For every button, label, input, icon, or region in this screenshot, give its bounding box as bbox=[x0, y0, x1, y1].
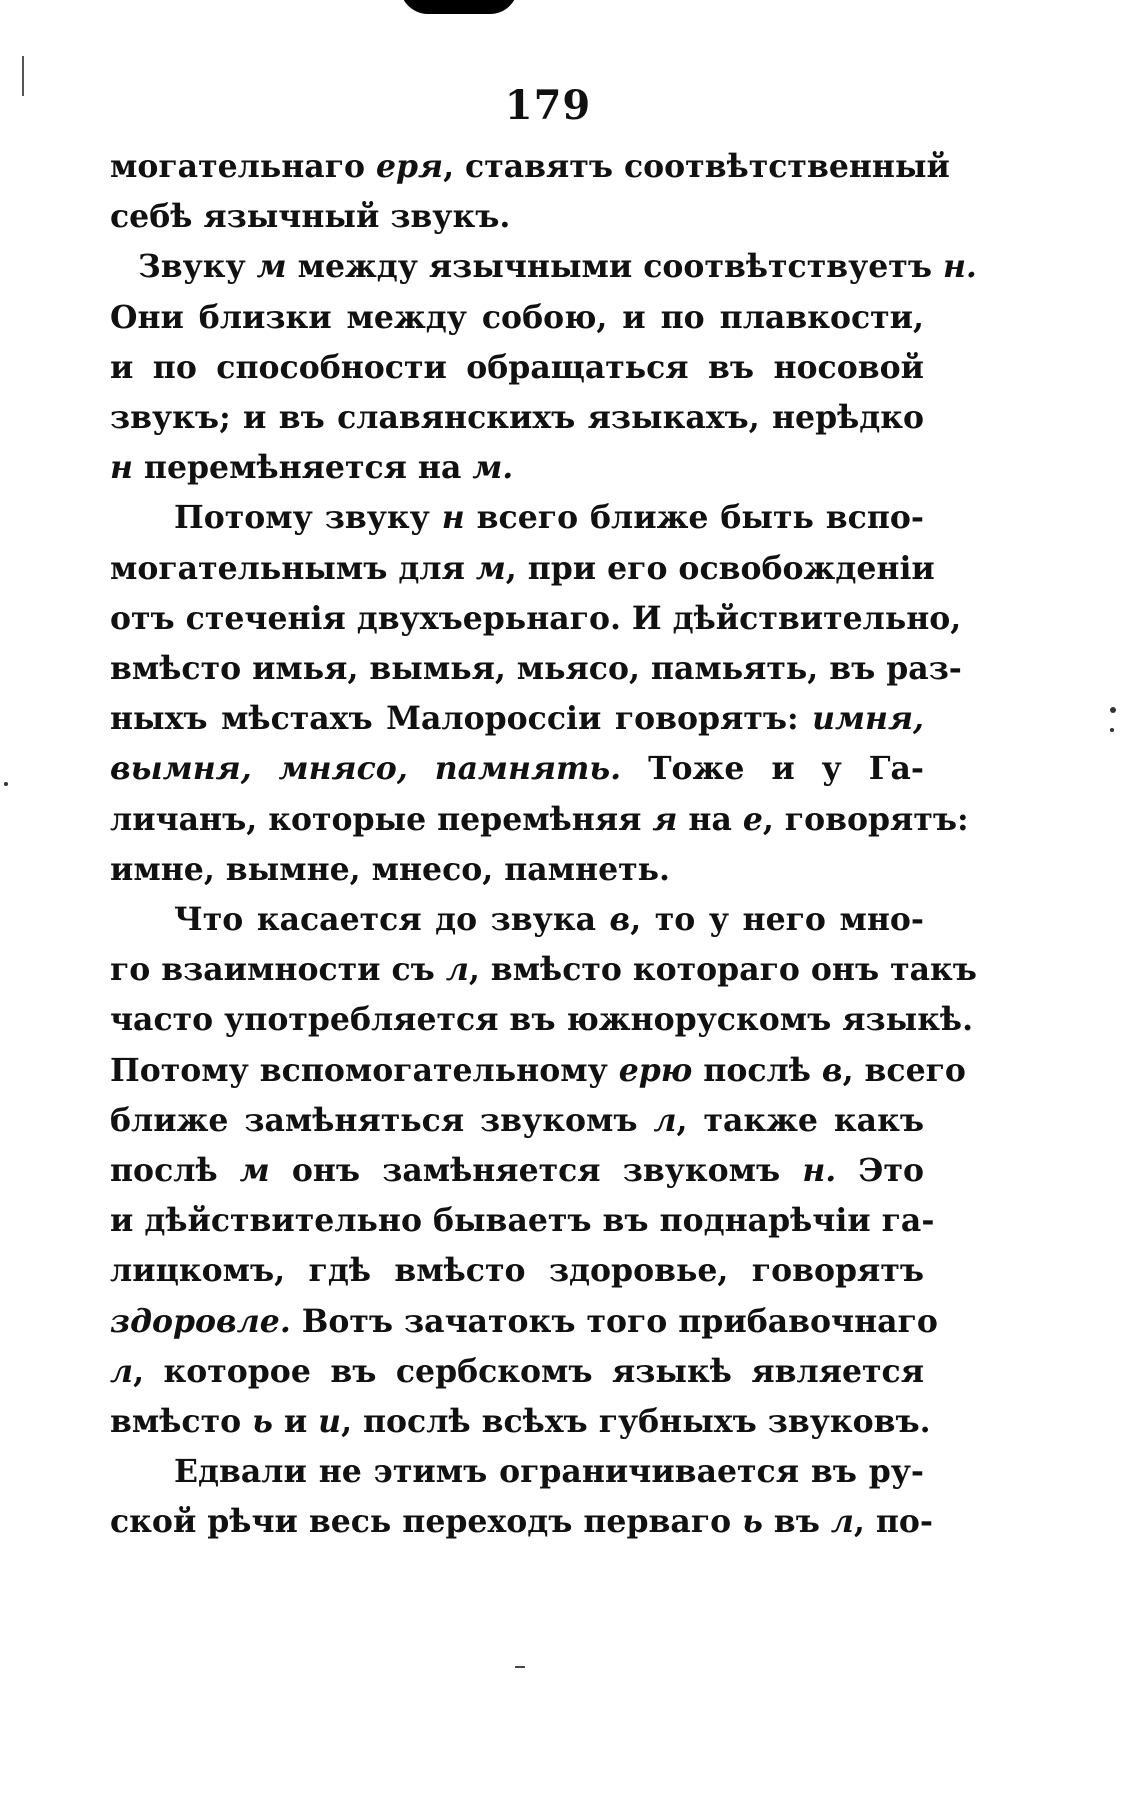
body-text bbox=[110, 142, 977, 1548]
italic-text: л bbox=[653, 1101, 677, 1139]
text-line bbox=[110, 1196, 935, 1246]
text-run: Что касается до звука bbox=[174, 901, 610, 939]
text-run: Вотъ зачатокъ того прибавочнаго bbox=[290, 1302, 938, 1340]
text-line bbox=[110, 945, 977, 995]
text-line bbox=[110, 1297, 938, 1347]
text-run: Потому звуку bbox=[174, 499, 442, 537]
text-run: всего ближе быть вспо- bbox=[464, 499, 924, 537]
text-run: ныхъ мѣстахъ Малороссіи говорятъ: bbox=[110, 700, 813, 738]
italic-text: н bbox=[441, 499, 465, 537]
text-line bbox=[110, 1096, 924, 1146]
text-line bbox=[110, 694, 924, 744]
text-run: звукъ; и въ славянскихъ языкахъ, нерѣдко bbox=[110, 399, 924, 437]
text-run: го взаимности съ bbox=[110, 951, 446, 989]
text-run: , ставятъ соотвѣтственный bbox=[443, 148, 950, 185]
italic-text: вымня, мнясо, памнять. bbox=[110, 750, 622, 788]
text-run: перемѣняется на bbox=[132, 449, 473, 487]
text-run: , то у него мно- bbox=[630, 901, 924, 939]
text-run: , по- bbox=[853, 1503, 933, 1541]
italic-text: и bbox=[318, 1403, 342, 1441]
text-line bbox=[110, 1146, 924, 1196]
italic-text: м bbox=[475, 549, 506, 587]
italic-text: л bbox=[110, 1352, 134, 1390]
text-run: вмѣсто bbox=[110, 1403, 253, 1441]
scan-speck bbox=[1110, 707, 1116, 713]
italic-text: л bbox=[830, 1503, 854, 1541]
ink-blot bbox=[400, 0, 518, 14]
text-run: Тоже и у Га- bbox=[621, 750, 924, 788]
text-line bbox=[110, 895, 924, 945]
text-line bbox=[110, 744, 924, 794]
text-line bbox=[110, 192, 924, 242]
text-line bbox=[110, 995, 974, 1045]
text-run: себѣ язычный звукъ. bbox=[110, 198, 511, 236]
text-line bbox=[110, 795, 969, 845]
italic-text: н. bbox=[802, 1152, 837, 1190]
page-number: 179 bbox=[504, 82, 592, 129]
text-run: послѣ bbox=[692, 1051, 822, 1089]
italic-text: ерю bbox=[618, 1051, 693, 1089]
italic-text: ь bbox=[742, 1503, 763, 1541]
text-line bbox=[110, 242, 977, 292]
text-run: личанъ, которые перемѣняя bbox=[110, 800, 653, 838]
italic-text: м bbox=[256, 248, 287, 286]
text-line bbox=[110, 594, 962, 644]
text-run: въ bbox=[762, 1503, 831, 1541]
text-line bbox=[110, 1347, 924, 1397]
text-run: между язычными соотвѣтствуетъ bbox=[286, 248, 943, 286]
italic-text: м. bbox=[472, 449, 514, 487]
text-run: , при его освобожденіи bbox=[505, 549, 935, 587]
italic-text: л bbox=[445, 951, 469, 989]
text-run: Потому вспомогательному bbox=[110, 1051, 619, 1089]
text-run: и по способности обращаться въ носовой bbox=[110, 348, 924, 386]
text-line bbox=[110, 1497, 933, 1547]
text-run: онъ замѣняется звукомъ bbox=[269, 1152, 803, 1190]
text-line bbox=[110, 493, 924, 543]
text-line bbox=[110, 1447, 924, 1497]
italic-text: в bbox=[821, 1051, 843, 1089]
text-run: могательнаго bbox=[110, 148, 376, 185]
italic-text: н bbox=[110, 449, 133, 487]
scan-dash bbox=[515, 1666, 525, 1668]
text-run: послѣ bbox=[110, 1152, 240, 1190]
text-line bbox=[110, 544, 935, 594]
text-run: , вмѣсто котораго онъ такъ bbox=[468, 951, 977, 989]
text-run: отъ стеченія двухъерьнаго. И дѣйствительно, bbox=[110, 599, 962, 637]
text-run: на bbox=[677, 800, 743, 838]
italic-text: ь bbox=[252, 1403, 273, 1441]
scan-speck bbox=[1110, 728, 1114, 732]
text-run: Едвали не этимъ ограничивается въ ру- bbox=[174, 1453, 924, 1491]
italic-text: еря bbox=[375, 148, 444, 185]
scan-speck bbox=[4, 782, 8, 786]
text-run: Это bbox=[836, 1152, 924, 1190]
text-line bbox=[110, 845, 924, 895]
text-line bbox=[110, 293, 924, 343]
italic-text: м bbox=[239, 1152, 270, 1190]
text-run: имне, вымне, мнесо, памнеть. bbox=[110, 850, 670, 888]
text-run: , всего bbox=[842, 1051, 966, 1089]
text-run: и дѣйствительно бываетъ въ поднарѣчіи га- bbox=[110, 1202, 935, 1240]
italic-text: здоровле. bbox=[110, 1302, 291, 1340]
text-run: , также какъ bbox=[676, 1101, 924, 1139]
italic-text: е bbox=[742, 800, 763, 838]
text-line bbox=[110, 644, 962, 694]
text-run: лицкомъ, гдѣ вмѣсто здоровье, говорятъ bbox=[110, 1252, 924, 1290]
text-run: ближе замѣняться звукомъ bbox=[110, 1101, 654, 1139]
text-run: ской рѣчи весь переходъ перваго bbox=[110, 1503, 743, 1541]
italic-text: я bbox=[652, 800, 678, 838]
text-run: , говорятъ: bbox=[762, 800, 969, 838]
text-line bbox=[110, 343, 924, 393]
text-run: , послѣ всѣхъ губныхъ звуковъ. bbox=[341, 1403, 931, 1441]
text-line bbox=[110, 1046, 966, 1096]
text-line bbox=[110, 1397, 931, 1447]
text-run: Они близки между собою, и по плавкости, bbox=[110, 298, 924, 336]
text-run: могательнымъ для bbox=[110, 549, 476, 587]
text-line bbox=[110, 142, 950, 192]
text-run: , которое въ сербскомъ языкѣ является bbox=[133, 1352, 924, 1390]
text-run: часто употребляется въ южнорускомъ языкѣ. bbox=[110, 1001, 974, 1039]
text-line bbox=[110, 1246, 924, 1296]
text-run: Звуку bbox=[138, 248, 257, 286]
text-run: вмѣсто имья, вымья, мьясо, памьять, въ раз- bbox=[110, 650, 962, 688]
text-line bbox=[110, 393, 924, 443]
italic-text: имня, bbox=[812, 700, 924, 738]
text-line bbox=[110, 443, 924, 493]
italic-text: в bbox=[609, 901, 631, 939]
italic-text: н. bbox=[942, 248, 977, 286]
text-run: и bbox=[272, 1403, 319, 1441]
